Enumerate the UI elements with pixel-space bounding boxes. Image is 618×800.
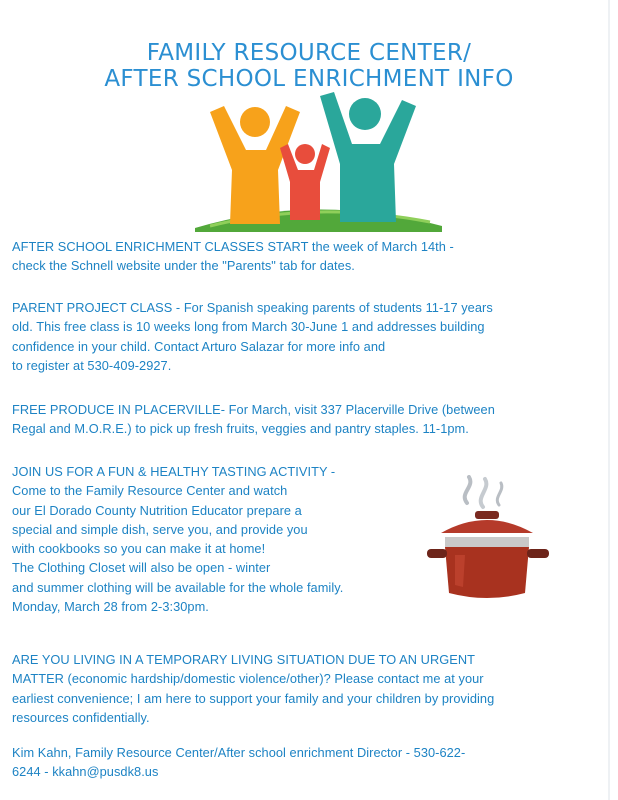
page-title-line-1: FAMILY RESOURCE CENTER/: [146, 40, 472, 66]
parent-project-paragraph: [12, 298, 493, 375]
family-figures-icon: [180, 92, 450, 232]
text-line: Monday, March 28 from 2-3:30pm.: [12, 599, 209, 615]
text-line: PARENT PROJECT CLASS - For Spanish speaking parents of students 11-17 years: [12, 300, 493, 315]
text-line: FREE PRODUCE IN PLACERVILLE- For March, visit 337 Placerville Drive (between: [12, 402, 495, 417]
text-line: our El Dorado County Nutrition Educator prepare a: [12, 502, 302, 518]
text-line: ARE YOU LIVING IN A TEMPORARY LIVING SITUATION DUE TO AN URGENT: [12, 652, 475, 667]
text-line: earliest convenience; I am here to support your family and your children by providing: [12, 690, 495, 706]
cooking-pot-icon: [425, 475, 555, 605]
text-line: check the Schnell website under the "Parents" tab for dates.: [12, 258, 355, 274]
text-line: special and simple dish, serve you, and provide you: [12, 521, 308, 537]
text-line: Regal and M.O.R.E.) to pick up fresh fruits, veggies and pantry staples. 11-1pm.: [12, 421, 469, 437]
text-line: old. This free class is 10 weeks long from March 30-June 1 and addresses building: [12, 319, 485, 335]
text-line: with cookbooks so you can make it at home!: [12, 541, 266, 557]
text-line: and summer clothing will be available for the whole family.: [12, 579, 344, 595]
text-line: JOIN US FOR A FUN & HEALTHY TASTING ACTIVITY -: [12, 464, 336, 479]
enrichment-paragraph: [12, 237, 454, 276]
living-situation-paragraph: [12, 650, 494, 727]
text-line: AFTER SCHOOL ENRICHMENT CLASSES START the week of March 14th -: [12, 239, 454, 254]
text-line: to register at 530-409-2927.: [12, 357, 172, 373]
contact-paragraph: [12, 743, 465, 782]
tasting-paragraph: [12, 462, 343, 616]
text-line: resources confidentially.: [12, 709, 150, 725]
produce-paragraph: [12, 400, 495, 439]
text-line: MATTER (economic hardship/domestic violence/other)? Please contact me at your: [12, 671, 484, 687]
text-line: confidence in your child. Contact Arturo Salazar for more info and: [12, 338, 386, 354]
text-line: The Clothing Closet will also be open - winter: [12, 560, 271, 576]
page-edge: [608, 0, 610, 800]
text-line: Kim Kahn, Family Resource Center/After school enrichment Director - 530-622-: [12, 745, 466, 760]
page-title-line-2: AFTER SCHOOL ENRICHMENT INFO: [104, 66, 514, 92]
text-line: 6244 - kkahn@pusdk8.us: [12, 764, 159, 780]
text-line: Come to the Family Resource Center and watch: [12, 483, 288, 499]
